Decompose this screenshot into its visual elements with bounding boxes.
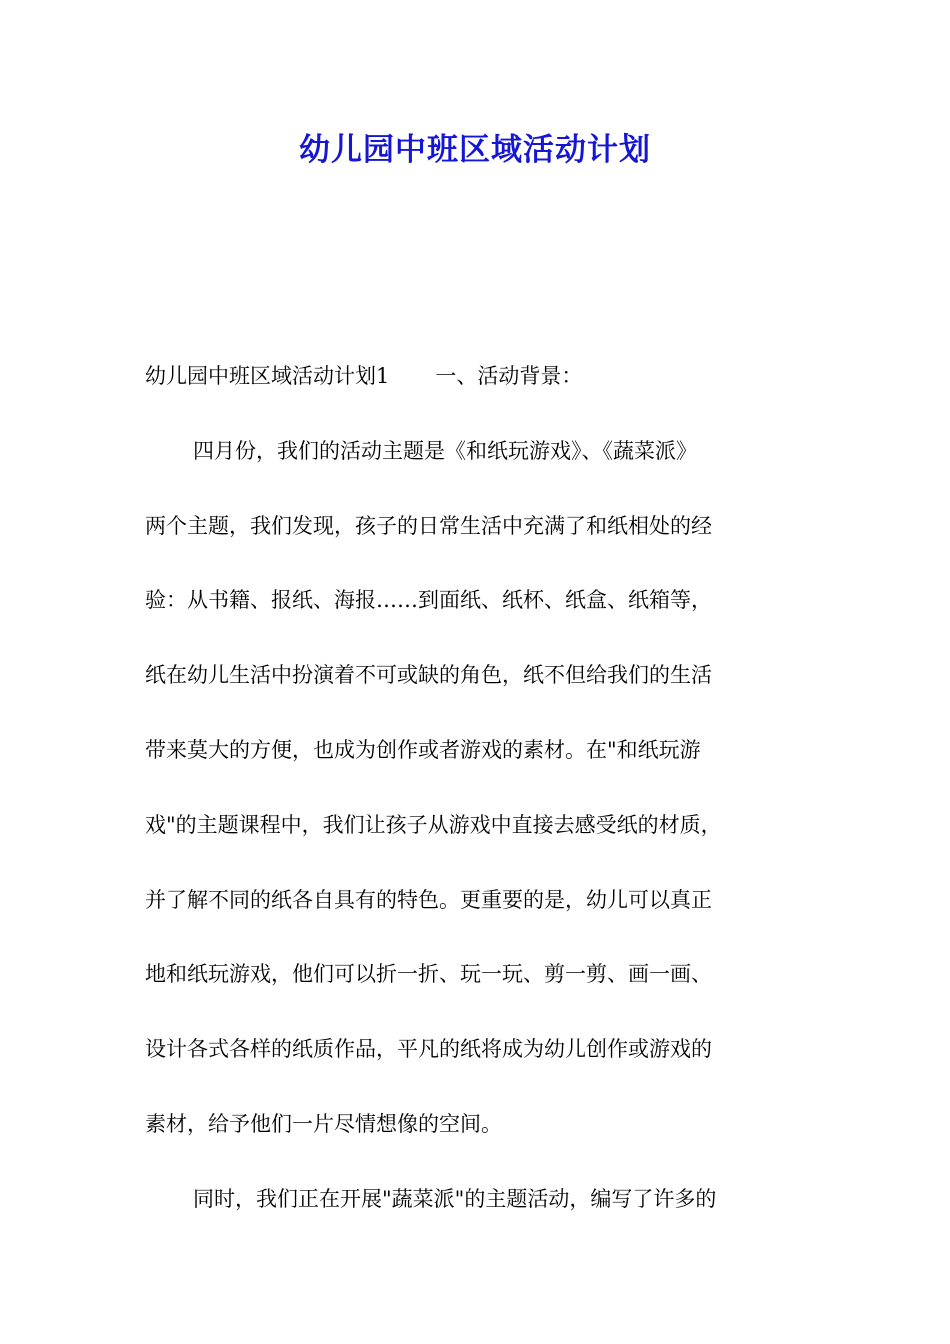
paragraph-line: 同时，我们正在开展"蔬菜派"的主题活动，编写了许多的 bbox=[193, 1186, 717, 1211]
section-heading-line bbox=[145, 339, 807, 414]
paragraph-line: 纸在幼儿生活中扮演着不可或缺的角色，纸不但给我们的生活 bbox=[145, 663, 712, 688]
document-title: 幼儿园中班区域活动计划 bbox=[299, 132, 651, 168]
paragraph-line: 地和纸玩游戏，他们可以折一折、玩一玩、剪一剪、画一画、 bbox=[145, 962, 712, 987]
paragraph-line: 戏"的主题课程中，我们让孩子从游戏中直接去感受纸的材质， bbox=[145, 812, 722, 837]
paragraph-line: 验：从书籍、报纸、海报……到面纸、纸杯、纸盒、纸箱等， bbox=[145, 588, 712, 613]
paragraph-line: 并了解不同的纸各自具有的特色。更重要的是，幼儿可以真正 bbox=[145, 887, 712, 912]
subheading: 一、活动背景： bbox=[435, 364, 583, 388]
paragraph-line: 四月份，我们的活动主题是《和纸玩游戏》、《蔬菜派》 bbox=[193, 438, 697, 463]
paragraph-line: 带来莫大的方便，也成为创作或者游戏的素材。在"和纸玩游 bbox=[145, 737, 701, 762]
section-name: 幼儿园中班区域活动计划1 bbox=[145, 364, 390, 388]
paragraph-line: 两个主题，我们发现，孩子的日常生活中充满了和纸相处的经 bbox=[145, 513, 712, 538]
document-body bbox=[145, 339, 807, 1237]
paragraph-line: 设计各式各样的纸质作品，平凡的纸将成为幼儿创作或游戏的 bbox=[145, 1037, 712, 1062]
paragraph-line: 素材，给予他们一片尽情想像的空间。 bbox=[145, 1111, 502, 1136]
